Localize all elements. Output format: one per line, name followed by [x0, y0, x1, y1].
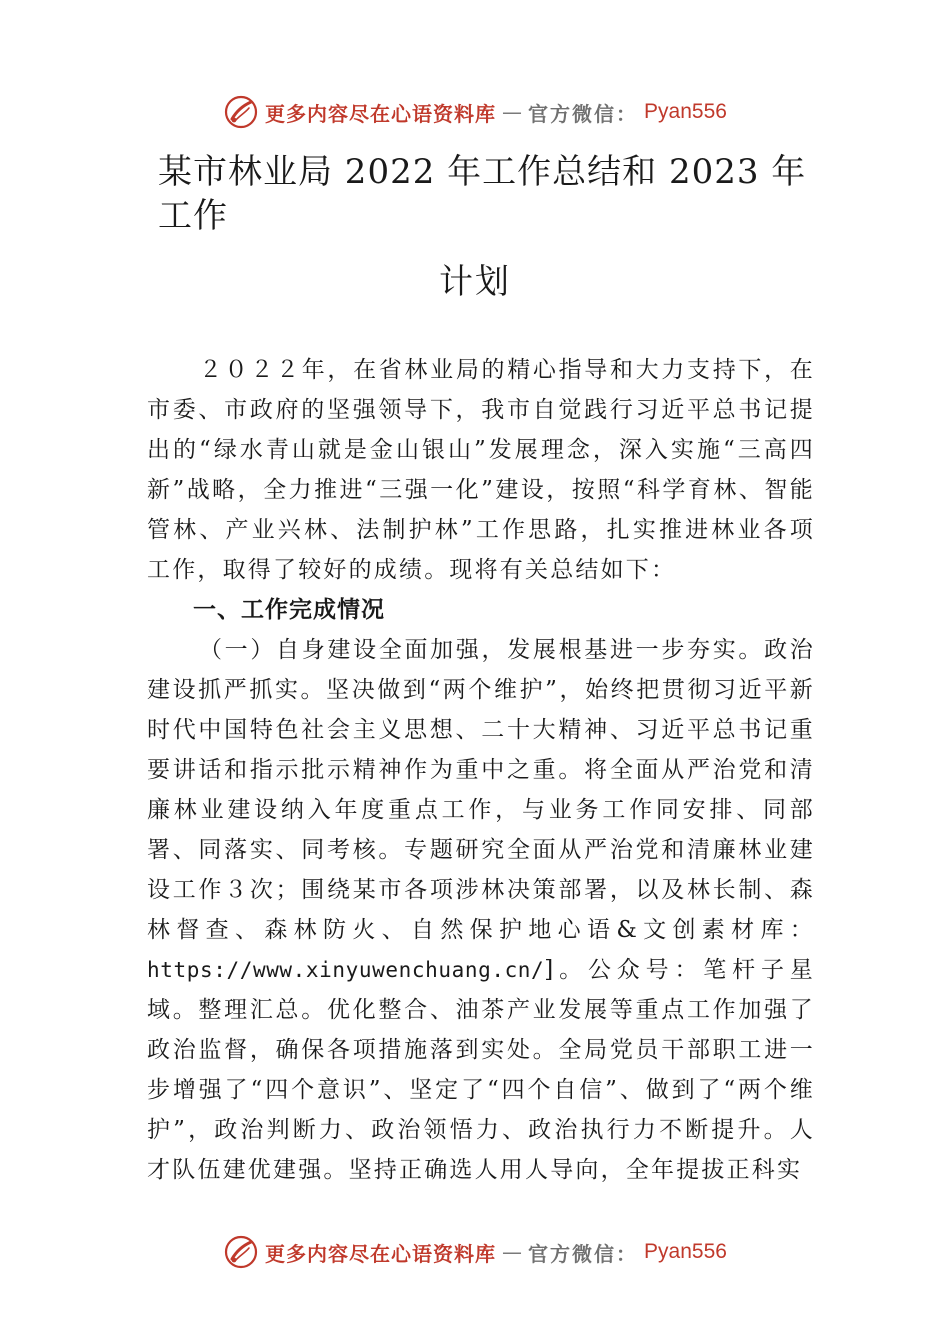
banner-text: 更多内容尽在心语资料库	[265, 1241, 497, 1266]
banner-text: 更多内容尽在心语资料库	[265, 101, 497, 126]
section-heading: 一、工作完成情况	[193, 597, 385, 623]
document-body	[147, 350, 815, 1190]
paragraph-text-part1: （一）自身建设全面加强，发展根基进一步夯实。政治建设抓严抓实。坚决做到“两个维护”，始终把贯彻习近平新时代中国特色社会主义思想、二十大精神、习近平总书记重要讲话和指示批示精神作为重中之重。将全面从严治党和清廉林业建设纳入年度重点工作，与业务工作同安排、同部署、同落实、同考核。专题研究全面从严治党和清廉林业建设工作３次；围绕某市各项涉林决策部署，以及林长制、森林督查、森林防火、自然保护地心语&文创素材库：	[147, 637, 815, 943]
banner-wechat-label: 官方微信：	[528, 101, 639, 126]
brush-logo-icon	[223, 1234, 259, 1270]
body-paragraph	[147, 630, 815, 1190]
paragraph-text-part2: ]。公众号：笔杆子星域。整理汇总。优化整合、油茶产业发展等重点工作加强了政治监督，确保各项措施落到实处。全局党员干部职工进一步增强了“四个意识”、坚定了“四个自信”、做到了“两个维护”，政治判断力、政治领悟力、政治执行力不断提升。人才队伍建优建强。坚持正确选人用人导向，全年提拔正科实	[147, 957, 815, 1183]
banner-wechat-id: Pyan556	[644, 1240, 727, 1263]
banner-wechat-id: Pyan556	[644, 100, 727, 123]
brush-logo-icon	[223, 94, 259, 130]
document-title-continued: 计划	[439, 262, 511, 302]
banner-separator: —	[502, 1240, 523, 1264]
document-title: 某市林业局 2022 年工作总结和 2023 年工作	[158, 152, 807, 236]
footer-banner[interactable]	[0, 1232, 950, 1272]
intro-paragraph: ２０２２年，在省林业局的精心指导和大力支持下，在市委、市政府的坚强领导下，我市自觉践行习近平总书记提出的“绿水青山就是金山银山”发展理念，深入实施“三高四新”战略，全力推进“三强一化”建设，按照“科学育林、智能管林、产业兴林、法制护林”工作思路，扎实推进林业各项工作，取得了较好的成绩。现将有关总结如下：	[147, 357, 815, 583]
header-banner[interactable]	[0, 92, 950, 132]
banner-wechat-label: 官方微信：	[528, 1241, 639, 1266]
source-url: https://www.xinyuwenchuang.cn/	[147, 958, 545, 982]
banner-separator: —	[502, 100, 523, 124]
